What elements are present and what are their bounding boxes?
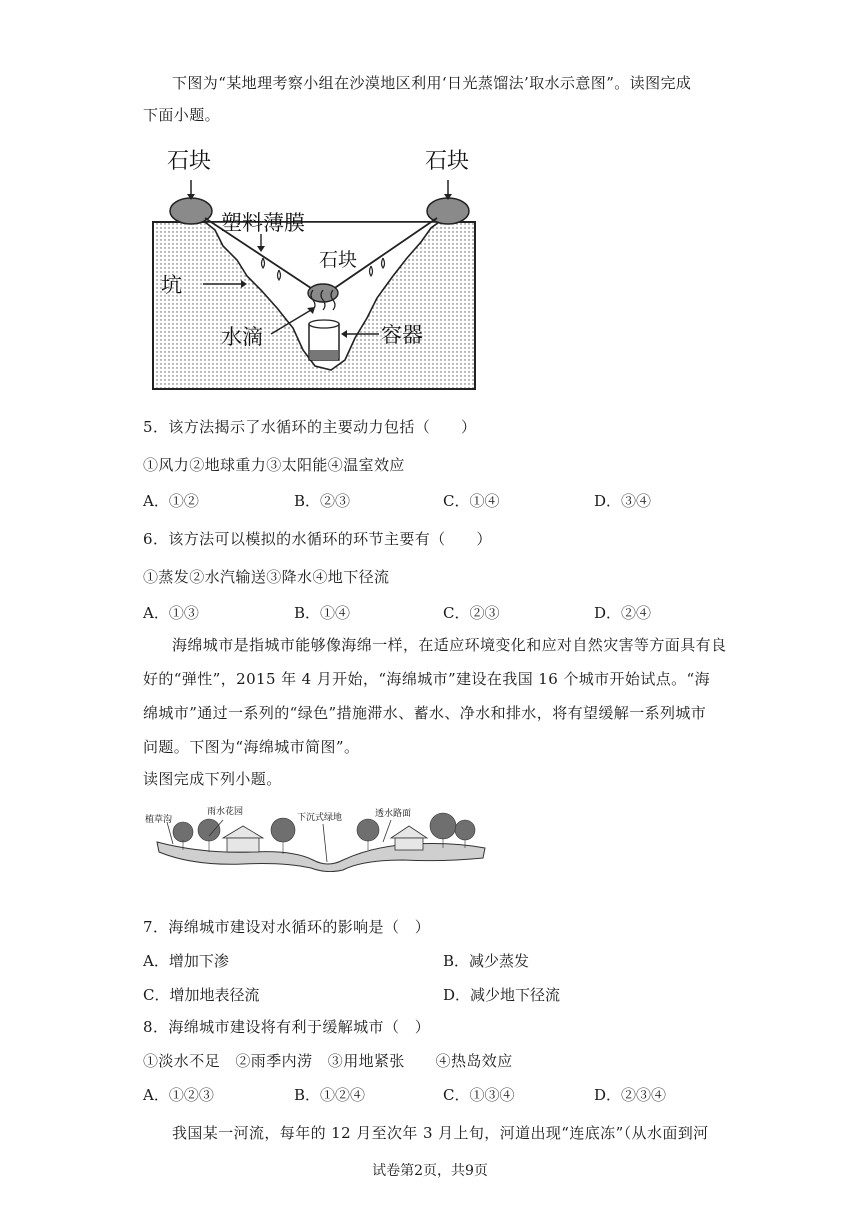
q5-items: ①风力②地球重力③太阳能④温室效应	[143, 456, 405, 474]
intro1-line2: 下面小题。	[143, 106, 221, 124]
q6-option-b[interactable]: B．①④	[294, 604, 351, 622]
house-left	[223, 826, 263, 852]
q6-option-d[interactable]: D．②④	[594, 604, 652, 622]
q5-option-b[interactable]: B．②③	[294, 492, 351, 510]
intro1-line1: 下图为“某地理考察小组在沙漠地区利用‘日光蒸馏法’取水示意图”。读图完成	[172, 74, 692, 92]
label-grass-ditch: 植草沟	[145, 815, 173, 825]
q8-option-d[interactable]: D．②③④	[594, 1086, 667, 1104]
q7-stem: 7．海绵城市建设对水循环的影响是（ ）	[143, 918, 431, 936]
q5-stem: 5．该方法揭示了水循环的主要动力包括（ ）	[143, 418, 477, 436]
q5-option-d[interactable]: D．③④	[594, 492, 652, 510]
intro2-line2: 好的“弹性”，2015 年 4 月开始，“海绵城市”建设在我国 16 个城市开始试点。“海	[143, 670, 710, 688]
label-pit: 坑	[161, 273, 182, 297]
label-permeable-road: 透水路面	[375, 809, 412, 819]
label-rain-garden: 雨水花园	[207, 807, 244, 817]
q8-option-a[interactable]: A．①②③	[143, 1086, 214, 1104]
intro2-line4: 问题。下图为“海绵城市简图”。	[143, 738, 360, 756]
label-plastic-film: 塑料薄膜	[221, 211, 305, 235]
intro3-line1: 我国某一河流，每年的 12 月至次年 3 月上旬，河道出现“连底冻”（从水面到河	[172, 1124, 709, 1142]
q5-option-a[interactable]: A．①②	[143, 492, 199, 510]
label-droplets: 水滴	[221, 325, 263, 349]
sponge-city-figure	[143, 800, 493, 872]
label-container: 容器	[381, 323, 423, 347]
label-stone-center: 石块	[319, 249, 358, 271]
page-footer: 试卷第2页，共9页	[372, 1163, 488, 1179]
intro2-line1: 海绵城市是指城市能够像海绵一样，在适应环境变化和应对自然灾害等方面具有良	[172, 636, 727, 654]
label-stone-right: 石块	[425, 149, 470, 174]
q7-option-b[interactable]: B．减少蒸发	[443, 952, 530, 970]
q8-stem: 8．海绵城市建设将有利于缓解城市（ ）	[143, 1018, 431, 1036]
house-right	[391, 826, 427, 850]
q6-option-c[interactable]: C．②③	[443, 604, 500, 622]
q6-stem: 6．该方法可以模拟的水循环的环节主要有（ ）	[143, 530, 492, 548]
label-stone-left: 石块	[167, 149, 212, 174]
q8-option-b[interactable]: B．①②④	[294, 1086, 366, 1104]
intro2-line5: 读图完成下列小题。	[143, 770, 282, 788]
solar-distillation-figure	[143, 138, 483, 393]
q7-option-c[interactable]: C．增加地表径流	[143, 986, 260, 1004]
q6-option-a[interactable]: A．①③	[143, 604, 199, 622]
intro2-line3: 绵城市”通过一系列的“绿色”措施滞水、蓄水、净水和排水，将有望缓解一系列城市	[143, 704, 707, 722]
q7-option-a[interactable]: A．增加下渗	[143, 952, 229, 970]
q5-option-c[interactable]: C．①④	[443, 492, 500, 510]
q6-items: ①蒸发②水汽输送③降水④地下径流	[143, 568, 390, 586]
label-sunken-green: 下沉式绿地	[297, 813, 343, 823]
ground-profile	[157, 842, 485, 872]
q8-option-c[interactable]: C．①③④	[443, 1086, 515, 1104]
left-stone	[170, 198, 212, 224]
q7-option-d[interactable]: D．减少地下径流	[443, 986, 561, 1004]
q8-items: ①淡水不足 ②雨季内涝 ③用地紧张 ④热岛效应	[143, 1052, 513, 1070]
